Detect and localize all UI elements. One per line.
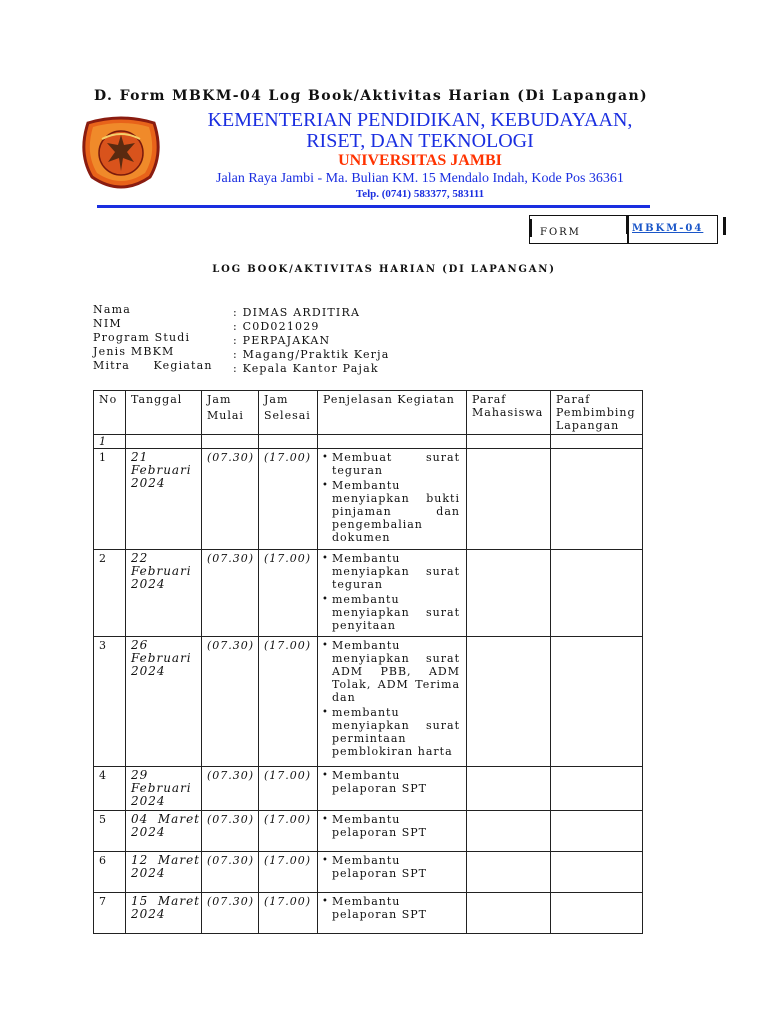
row-paraf-mahasiswa [467,852,551,893]
row-paraf-mahasiswa [467,550,551,637]
row-activities [318,852,467,893]
table-row [94,893,643,934]
row-no: 4 [94,767,126,811]
form-code-box [529,215,718,244]
activity-item: • Membuat surat teguran [322,451,460,477]
row-jam-selesai: (17.00) [259,893,318,934]
row-activities [318,811,467,852]
header-jam-mulai: Jam Mulai [202,391,259,435]
header-tanggal: Tanggal [126,391,202,435]
row-activities [318,637,467,767]
row-date: 12 Maret 2024 [126,852,202,893]
bullet-icon: • [322,770,329,781]
row-paraf-pembimbing [551,449,643,550]
activity-item: • Membantu pelaporan SPT [322,769,427,795]
row-date: 15 Maret 2024 [126,893,202,934]
row-date: 26 Februari 2024 [126,637,202,767]
row-activities [318,449,467,550]
bullet-icon: • [322,707,329,718]
table-row [94,852,643,893]
row-jam-selesai: (17.00) [259,811,318,852]
row-paraf-pembimbing [551,637,643,767]
row-jam-selesai: (17.00) [259,449,318,550]
log-book-table [93,390,643,934]
row-jam-selesai: (17.00) [259,637,318,767]
row-activities [318,893,467,934]
row-paraf-mahasiswa [467,449,551,550]
row-no: 1 [94,449,126,550]
row-jam-mulai: (07.30) [202,811,259,852]
table-row [94,449,643,550]
row-no: 3 [94,637,126,767]
bullet-icon: • [322,855,329,866]
row-paraf-pembimbing [551,811,643,852]
activity-item: • Membantu pelaporan SPT [322,895,427,921]
ministry-name: KEMENTERIAN PENDIDIKAN, KEBUDAYAAN, RISET, DAN TEKNOLOGI [207,109,633,152]
header-paraf-mahasiswa: Paraf Mahasiswa [467,391,551,435]
row-activities [318,550,467,637]
table-row [94,550,643,637]
table-row [94,767,643,811]
activity-item: • Membantu menyiapkan surat teguran [322,552,460,591]
row-jam-selesai: (17.00) [259,550,318,637]
bullet-icon: • [322,594,329,605]
activity-item: • membantu menyiapkan surat penyitaan [322,593,460,632]
bullet-icon: • [322,814,329,825]
document-title: LOG BOOK/AKTIVITAS HARIAN (DI LAPANGAN) [212,264,556,275]
form-label: FORM [540,227,581,238]
bullet-icon: • [322,553,329,564]
row-date: 29 Februari 2024 [126,767,202,811]
row-paraf-mahasiswa [467,893,551,934]
bullet-icon: • [322,896,329,907]
row-paraf-mahasiswa [467,811,551,852]
row-no: 6 [94,852,126,893]
header-paraf-pembimbing: Paraf Pembimbing Lapangan [551,391,643,435]
row-jam-mulai: (07.30) [202,637,259,767]
row-no: 7 [94,893,126,934]
row-date: 22 Februari 2024 [126,550,202,637]
activity-item: • membantu menyiapkan surat permintaan pemblokiran harta [322,706,460,758]
table-index-row [94,435,643,449]
header-no: No [94,391,126,435]
table-header-row [94,391,643,435]
row-jam-mulai: (07.30) [202,852,259,893]
row-jam-selesai: (17.00) [259,767,318,811]
row-no: 2 [94,550,126,637]
activity-item: • Membantu pelaporan SPT [322,854,427,880]
row-paraf-mahasiswa [467,637,551,767]
row-date: 04 Maret 2024 [126,811,202,852]
row-paraf-pembimbing [551,893,643,934]
row-paraf-pembimbing [551,767,643,811]
row-jam-selesai: (17.00) [259,852,318,893]
row-jam-mulai: (07.30) [202,767,259,811]
row-no: 5 [94,811,126,852]
table-row [94,811,643,852]
university-logo [80,115,162,192]
bullet-icon: • [322,452,329,463]
activity-item: • Membantu menyiapkan surat ADM PBB, ADM Tolak, ADM Terima dan [322,639,460,704]
row-jam-mulai: (07.30) [202,449,259,550]
university-phone: Telp. (0741) 583377, 583111 [355,188,485,200]
university-name: UNIVERSITAS JAMBI [338,152,502,169]
header-divider [97,205,650,208]
activity-item: • Membantu menyiapkan bukti pinjaman dan pengembalian dokumen [322,479,460,544]
header-penjelasan: Penjelasan Kegiatan [318,391,467,435]
row-date: 21 Februari 2024 [126,449,202,550]
bullet-icon: • [322,640,329,651]
row-paraf-pembimbing [551,852,643,893]
row-jam-mulai: (07.30) [202,893,259,934]
university-address: Jalan Raya Jambi - Ma. Bulian KM. 15 Mendalo Indah, Kode Pos 36361 [216,171,624,186]
row-activities [318,767,467,811]
row-paraf-mahasiswa [467,767,551,811]
form-code-link[interactable]: MBKM-04 [632,223,704,234]
row-paraf-pembimbing [551,550,643,637]
row-jam-mulai: (07.30) [202,550,259,637]
table-row [94,637,643,767]
section-title: D. Form MBKM-04 Log Book/Aktivitas Harian (Di Lapangan) [94,88,649,104]
bullet-icon: • [322,480,329,491]
form-box-mid-bar [626,216,629,234]
index-cell: 1 [94,435,126,449]
header-jam-selesai: Jam Selesai [259,391,318,435]
activity-item: • Membantu pelaporan SPT [322,813,427,839]
form-box-right-bar [723,217,726,235]
